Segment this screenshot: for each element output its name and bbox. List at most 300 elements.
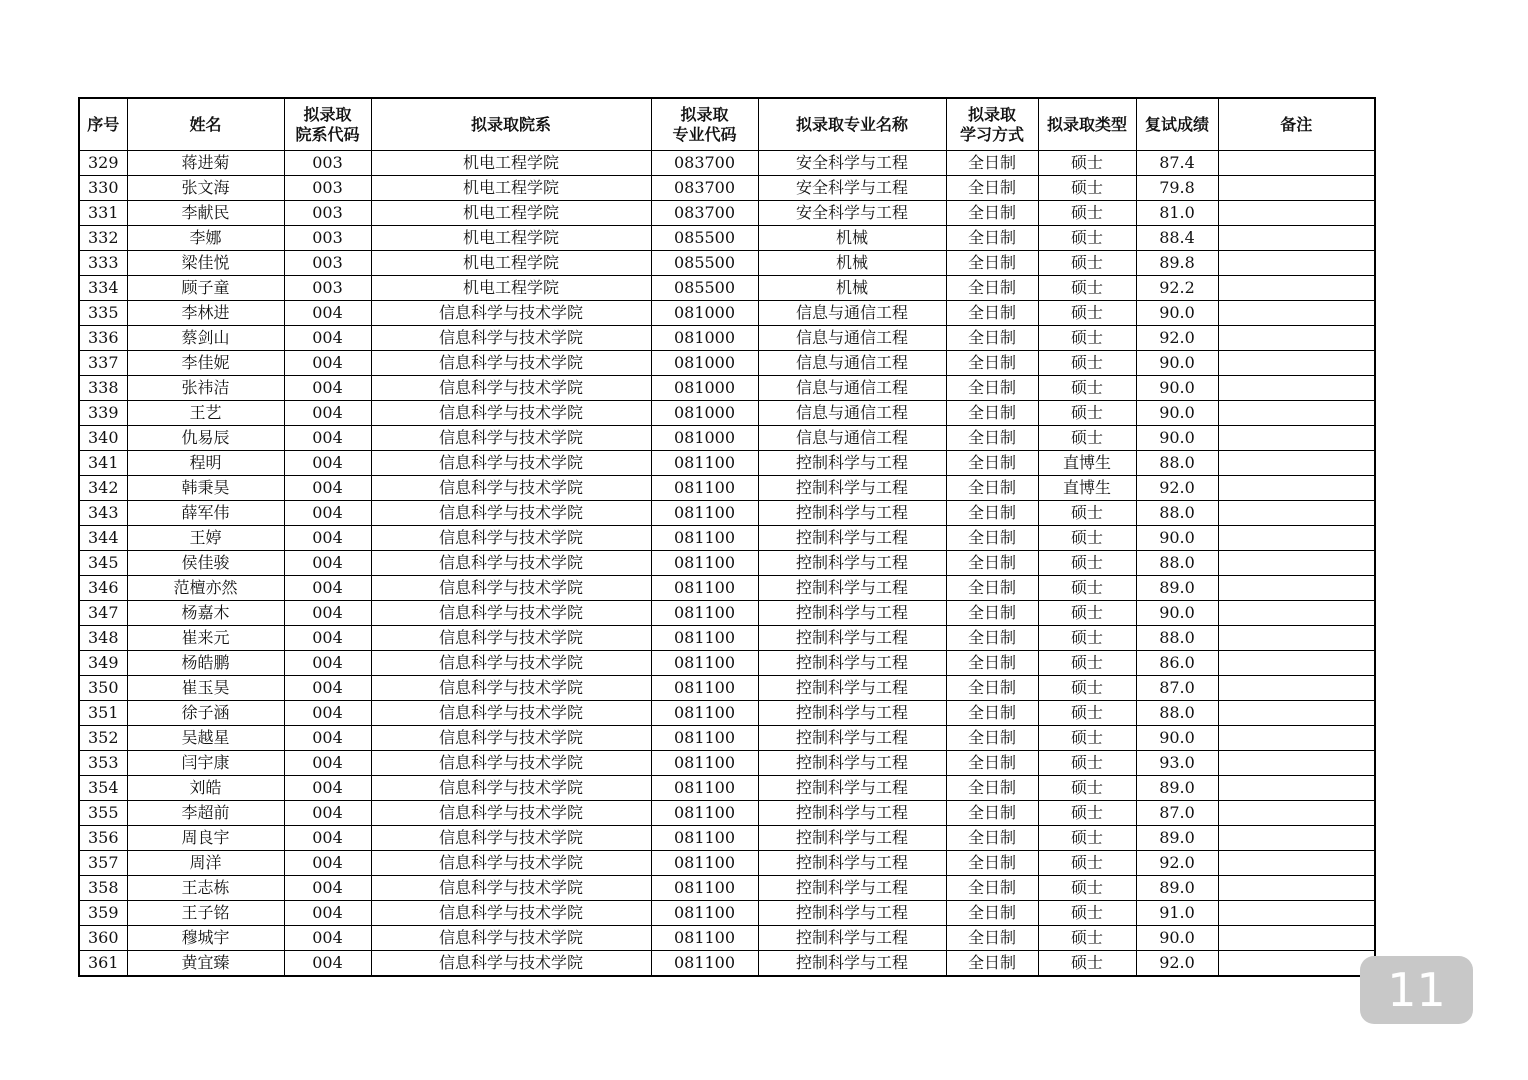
cell-department: 信息科学与技术学院 <box>371 951 651 977</box>
cell-serial-number: 329 <box>79 151 127 176</box>
cell-name: 李娜 <box>127 226 284 251</box>
cell-study-mode: 全日制 <box>946 701 1038 726</box>
cell-retest-score: 90.0 <box>1136 301 1218 326</box>
header-retest-score <box>1136 98 1218 151</box>
cell-serial-number: 344 <box>79 526 127 551</box>
cell-name: 闫宇康 <box>127 751 284 776</box>
cell-major-name: 控制科学与工程 <box>758 901 946 926</box>
cell-name: 周洋 <box>127 851 284 876</box>
cell-retest-score: 79.8 <box>1136 176 1218 201</box>
cell-department: 信息科学与技术学院 <box>371 801 651 826</box>
cell-remarks <box>1218 826 1375 851</box>
cell-major-name: 控制科学与工程 <box>758 651 946 676</box>
cell-retest-score: 88.0 <box>1136 701 1218 726</box>
cell-department-code: 004 <box>284 426 371 451</box>
cell-department-code: 003 <box>284 251 371 276</box>
cell-major-name: 机械 <box>758 226 946 251</box>
cell-serial-number: 351 <box>79 701 127 726</box>
cell-admission-type: 硕士 <box>1038 926 1136 951</box>
cell-admission-type: 硕士 <box>1038 351 1136 376</box>
cell-department: 信息科学与技术学院 <box>371 876 651 901</box>
cell-name: 梁佳悦 <box>127 251 284 276</box>
cell-department: 机电工程学院 <box>371 251 651 276</box>
cell-remarks <box>1218 801 1375 826</box>
cell-name: 李献民 <box>127 201 284 226</box>
cell-admission-type: 硕士 <box>1038 851 1136 876</box>
cell-study-mode: 全日制 <box>946 551 1038 576</box>
cell-retest-score: 87.0 <box>1136 676 1218 701</box>
cell-department-code: 004 <box>284 726 371 751</box>
cell-retest-score: 90.0 <box>1136 601 1218 626</box>
cell-admission-type: 硕士 <box>1038 801 1136 826</box>
cell-name: 黄宜臻 <box>127 951 284 977</box>
header-line: 拟录取 <box>303 104 352 124</box>
cell-remarks <box>1218 176 1375 201</box>
cell-admission-type: 硕士 <box>1038 551 1136 576</box>
cell-remarks <box>1218 751 1375 776</box>
cell-study-mode: 全日制 <box>946 226 1038 251</box>
cell-study-mode: 全日制 <box>946 176 1038 201</box>
cell-serial-number: 357 <box>79 851 127 876</box>
cell-department: 信息科学与技术学院 <box>371 351 651 376</box>
cell-study-mode: 全日制 <box>946 901 1038 926</box>
cell-retest-score: 88.0 <box>1136 501 1218 526</box>
cell-major-code: 081100 <box>651 676 758 701</box>
cell-major-name: 机械 <box>758 251 946 276</box>
cell-admission-type: 硕士 <box>1038 651 1136 676</box>
cell-remarks <box>1218 626 1375 651</box>
cell-name: 李超前 <box>127 801 284 826</box>
cell-major-name: 控制科学与工程 <box>758 451 946 476</box>
cell-name: 韩秉昊 <box>127 476 284 501</box>
header-line: 复试成绩 <box>1144 114 1209 134</box>
cell-study-mode: 全日制 <box>946 851 1038 876</box>
cell-department-code: 004 <box>284 626 371 651</box>
cell-department: 信息科学与技术学院 <box>371 701 651 726</box>
cell-admission-type: 硕士 <box>1038 226 1136 251</box>
cell-major-code: 081000 <box>651 301 758 326</box>
cell-name: 张文海 <box>127 176 284 201</box>
cell-study-mode: 全日制 <box>946 426 1038 451</box>
cell-study-mode: 全日制 <box>946 501 1038 526</box>
cell-study-mode: 全日制 <box>946 151 1038 176</box>
table-row <box>79 476 1375 501</box>
cell-major-name: 安全科学与工程 <box>758 201 946 226</box>
cell-remarks <box>1218 301 1375 326</box>
cell-retest-score: 92.2 <box>1136 276 1218 301</box>
cell-admission-type: 硕士 <box>1038 601 1136 626</box>
cell-study-mode: 全日制 <box>946 776 1038 801</box>
cell-serial-number: 347 <box>79 601 127 626</box>
cell-department-code: 004 <box>284 401 371 426</box>
header-department-code <box>284 98 371 151</box>
cell-serial-number: 334 <box>79 276 127 301</box>
cell-department: 信息科学与技术学院 <box>371 901 651 926</box>
cell-department: 信息科学与技术学院 <box>371 676 651 701</box>
cell-major-name: 控制科学与工程 <box>758 626 946 651</box>
header-major-code <box>651 98 758 151</box>
cell-major-code: 081100 <box>651 501 758 526</box>
table-row <box>79 601 1375 626</box>
cell-remarks <box>1218 901 1375 926</box>
cell-study-mode: 全日制 <box>946 276 1038 301</box>
cell-name: 程明 <box>127 451 284 476</box>
cell-major-code: 083700 <box>651 201 758 226</box>
cell-serial-number: 356 <box>79 826 127 851</box>
table-row <box>79 176 1375 201</box>
table-row <box>79 751 1375 776</box>
cell-department: 信息科学与技术学院 <box>371 526 651 551</box>
cell-admission-type: 硕士 <box>1038 726 1136 751</box>
cell-department-code: 003 <box>284 151 371 176</box>
cell-admission-type: 硕士 <box>1038 401 1136 426</box>
header-line: 专业代码 <box>672 124 737 144</box>
cell-study-mode: 全日制 <box>946 376 1038 401</box>
cell-serial-number: 349 <box>79 651 127 676</box>
cell-serial-number: 338 <box>79 376 127 401</box>
cell-name: 蒋进菊 <box>127 151 284 176</box>
cell-department-code: 004 <box>284 801 371 826</box>
cell-name: 侯佳骏 <box>127 551 284 576</box>
cell-serial-number: 358 <box>79 876 127 901</box>
cell-major-code: 081100 <box>651 901 758 926</box>
cell-admission-type: 硕士 <box>1038 376 1136 401</box>
cell-name: 徐子涵 <box>127 701 284 726</box>
cell-serial-number: 336 <box>79 326 127 351</box>
table-row <box>79 826 1375 851</box>
cell-major-code: 081100 <box>651 551 758 576</box>
cell-major-name: 控制科学与工程 <box>758 701 946 726</box>
cell-name: 顾子童 <box>127 276 284 301</box>
cell-major-name: 安全科学与工程 <box>758 176 946 201</box>
cell-department: 机电工程学院 <box>371 276 651 301</box>
table-row <box>79 576 1375 601</box>
cell-admission-type: 硕士 <box>1038 301 1136 326</box>
cell-retest-score: 89.8 <box>1136 251 1218 276</box>
table-row <box>79 701 1375 726</box>
cell-retest-score: 90.0 <box>1136 726 1218 751</box>
cell-remarks <box>1218 226 1375 251</box>
cell-name: 蔡剑山 <box>127 326 284 351</box>
cell-major-code: 081100 <box>651 826 758 851</box>
cell-remarks <box>1218 651 1375 676</box>
cell-serial-number: 332 <box>79 226 127 251</box>
cell-major-name: 控制科学与工程 <box>758 676 946 701</box>
header-line: 拟录取 <box>680 104 729 124</box>
cell-study-mode: 全日制 <box>946 751 1038 776</box>
table-body <box>79 151 1375 977</box>
table-row <box>79 951 1375 977</box>
cell-retest-score: 92.0 <box>1136 326 1218 351</box>
cell-department-code: 004 <box>284 376 371 401</box>
cell-retest-score: 86.0 <box>1136 651 1218 676</box>
cell-study-mode: 全日制 <box>946 726 1038 751</box>
cell-remarks <box>1218 601 1375 626</box>
cell-department-code: 004 <box>284 526 371 551</box>
cell-department-code: 004 <box>284 601 371 626</box>
cell-serial-number: 341 <box>79 451 127 476</box>
cell-serial-number: 333 <box>79 251 127 276</box>
cell-retest-score: 92.0 <box>1136 951 1218 977</box>
cell-department: 信息科学与技术学院 <box>371 476 651 501</box>
cell-department-code: 004 <box>284 876 371 901</box>
cell-major-name: 控制科学与工程 <box>758 751 946 776</box>
cell-department-code: 003 <box>284 276 371 301</box>
cell-major-code: 081100 <box>651 451 758 476</box>
cell-admission-type: 直博生 <box>1038 476 1136 501</box>
cell-department-code: 004 <box>284 501 371 526</box>
cell-remarks <box>1218 401 1375 426</box>
cell-major-code: 081000 <box>651 326 758 351</box>
header-line: 序号 <box>87 114 120 134</box>
cell-remarks <box>1218 676 1375 701</box>
cell-department-code: 003 <box>284 176 371 201</box>
cell-remarks <box>1218 726 1375 751</box>
table-row <box>79 801 1375 826</box>
cell-major-code: 083700 <box>651 151 758 176</box>
cell-major-code: 081100 <box>651 926 758 951</box>
cell-major-code: 081100 <box>651 851 758 876</box>
cell-department-code: 004 <box>284 901 371 926</box>
cell-major-code: 085500 <box>651 276 758 301</box>
cell-admission-type: 硕士 <box>1038 701 1136 726</box>
cell-study-mode: 全日制 <box>946 351 1038 376</box>
table-row <box>79 276 1375 301</box>
cell-major-code: 081000 <box>651 401 758 426</box>
cell-department-code: 004 <box>284 301 371 326</box>
table-row <box>79 726 1375 751</box>
cell-serial-number: 343 <box>79 501 127 526</box>
cell-remarks <box>1218 876 1375 901</box>
table-row <box>79 626 1375 651</box>
cell-admission-type: 硕士 <box>1038 501 1136 526</box>
cell-remarks <box>1218 276 1375 301</box>
cell-remarks <box>1218 551 1375 576</box>
cell-name: 王志栋 <box>127 876 284 901</box>
cell-serial-number: 352 <box>79 726 127 751</box>
cell-study-mode: 全日制 <box>946 651 1038 676</box>
table-row <box>79 401 1375 426</box>
cell-admission-type: 硕士 <box>1038 251 1136 276</box>
cell-admission-type: 硕士 <box>1038 276 1136 301</box>
cell-serial-number: 342 <box>79 476 127 501</box>
cell-remarks <box>1218 376 1375 401</box>
cell-major-code: 085500 <box>651 251 758 276</box>
header-line: 拟录取专业名称 <box>795 114 908 134</box>
cell-retest-score: 87.0 <box>1136 801 1218 826</box>
cell-admission-type: 硕士 <box>1038 151 1136 176</box>
cell-serial-number: 335 <box>79 301 127 326</box>
cell-admission-type: 硕士 <box>1038 901 1136 926</box>
cell-admission-type: 直博生 <box>1038 451 1136 476</box>
table-row <box>79 151 1375 176</box>
table-row <box>79 226 1375 251</box>
cell-admission-type: 硕士 <box>1038 201 1136 226</box>
cell-remarks <box>1218 701 1375 726</box>
cell-department: 信息科学与技术学院 <box>371 726 651 751</box>
cell-serial-number: 346 <box>79 576 127 601</box>
cell-name: 崔来元 <box>127 626 284 651</box>
cell-major-name: 控制科学与工程 <box>758 501 946 526</box>
header-department <box>371 98 651 151</box>
cell-major-name: 信息与通信工程 <box>758 401 946 426</box>
cell-department: 机电工程学院 <box>371 176 651 201</box>
cell-department: 信息科学与技术学院 <box>371 626 651 651</box>
cell-department: 信息科学与技术学院 <box>371 651 651 676</box>
cell-name: 李佳妮 <box>127 351 284 376</box>
cell-department: 信息科学与技术学院 <box>371 851 651 876</box>
cell-major-code: 081100 <box>651 651 758 676</box>
cell-study-mode: 全日制 <box>946 451 1038 476</box>
cell-department: 信息科学与技术学院 <box>371 401 651 426</box>
cell-name: 杨皓鹏 <box>127 651 284 676</box>
cell-study-mode: 全日制 <box>946 576 1038 601</box>
cell-serial-number: 339 <box>79 401 127 426</box>
cell-study-mode: 全日制 <box>946 801 1038 826</box>
cell-study-mode: 全日制 <box>946 626 1038 651</box>
table-row <box>79 301 1375 326</box>
cell-admission-type: 硕士 <box>1038 576 1136 601</box>
cell-major-name: 信息与通信工程 <box>758 426 946 451</box>
table-row <box>79 901 1375 926</box>
header-line: 拟录取 <box>967 104 1016 124</box>
page-number-badge: 11 <box>1360 956 1473 1024</box>
cell-major-code: 083700 <box>651 176 758 201</box>
cell-department-code: 004 <box>284 576 371 601</box>
cell-admission-type: 硕士 <box>1038 826 1136 851</box>
cell-department: 信息科学与技术学院 <box>371 376 651 401</box>
cell-remarks <box>1218 951 1375 977</box>
cell-retest-score: 88.4 <box>1136 226 1218 251</box>
cell-name: 范檀亦然 <box>127 576 284 601</box>
cell-name: 崔玉昊 <box>127 676 284 701</box>
cell-department: 机电工程学院 <box>371 226 651 251</box>
cell-admission-type: 硕士 <box>1038 626 1136 651</box>
cell-department: 信息科学与技术学院 <box>371 451 651 476</box>
cell-retest-score: 90.0 <box>1136 351 1218 376</box>
cell-major-name: 控制科学与工程 <box>758 851 946 876</box>
cell-remarks <box>1218 576 1375 601</box>
table-row <box>79 451 1375 476</box>
cell-serial-number: 350 <box>79 676 127 701</box>
cell-major-code: 081100 <box>651 701 758 726</box>
cell-major-name: 控制科学与工程 <box>758 576 946 601</box>
cell-retest-score: 92.0 <box>1136 851 1218 876</box>
cell-department: 信息科学与技术学院 <box>371 501 651 526</box>
table-row <box>79 676 1375 701</box>
cell-admission-type: 硕士 <box>1038 751 1136 776</box>
cell-study-mode: 全日制 <box>946 676 1038 701</box>
cell-admission-type: 硕士 <box>1038 326 1136 351</box>
cell-study-mode: 全日制 <box>946 401 1038 426</box>
cell-major-code: 081100 <box>651 626 758 651</box>
header-remarks <box>1218 98 1375 151</box>
cell-serial-number: 337 <box>79 351 127 376</box>
cell-name: 王子铭 <box>127 901 284 926</box>
cell-remarks <box>1218 151 1375 176</box>
table-row <box>79 351 1375 376</box>
cell-retest-score: 89.0 <box>1136 876 1218 901</box>
cell-study-mode: 全日制 <box>946 326 1038 351</box>
cell-study-mode: 全日制 <box>946 301 1038 326</box>
cell-retest-score: 90.0 <box>1136 526 1218 551</box>
header-line: 备注 <box>1280 114 1313 134</box>
cell-remarks <box>1218 926 1375 951</box>
cell-major-name: 控制科学与工程 <box>758 876 946 901</box>
cell-major-name: 安全科学与工程 <box>758 151 946 176</box>
cell-retest-score: 81.0 <box>1136 201 1218 226</box>
cell-major-code: 081000 <box>651 376 758 401</box>
cell-major-name: 控制科学与工程 <box>758 826 946 851</box>
cell-admission-type: 硕士 <box>1038 676 1136 701</box>
header-line: 学习方式 <box>959 124 1024 144</box>
cell-department-code: 004 <box>284 676 371 701</box>
cell-name: 王婷 <box>127 526 284 551</box>
cell-study-mode: 全日制 <box>946 251 1038 276</box>
cell-admission-type: 硕士 <box>1038 951 1136 977</box>
table-row <box>79 201 1375 226</box>
table-row <box>79 326 1375 351</box>
cell-name: 张祎洁 <box>127 376 284 401</box>
cell-study-mode: 全日制 <box>946 476 1038 501</box>
cell-major-code: 081100 <box>651 951 758 977</box>
cell-department: 信息科学与技术学院 <box>371 576 651 601</box>
cell-major-code: 081100 <box>651 476 758 501</box>
cell-serial-number: 354 <box>79 776 127 801</box>
cell-major-code: 081100 <box>651 526 758 551</box>
table-row <box>79 551 1375 576</box>
cell-remarks <box>1218 251 1375 276</box>
cell-department-code: 004 <box>284 851 371 876</box>
cell-major-name: 信息与通信工程 <box>758 301 946 326</box>
cell-major-code: 081000 <box>651 426 758 451</box>
cell-remarks <box>1218 526 1375 551</box>
cell-department-code: 004 <box>284 326 371 351</box>
cell-major-code: 081100 <box>651 601 758 626</box>
cell-study-mode: 全日制 <box>946 876 1038 901</box>
cell-department-code: 004 <box>284 476 371 501</box>
cell-department: 信息科学与技术学院 <box>371 776 651 801</box>
cell-department-code: 004 <box>284 826 371 851</box>
table-row <box>79 876 1375 901</box>
cell-major-name: 控制科学与工程 <box>758 801 946 826</box>
cell-retest-score: 90.0 <box>1136 926 1218 951</box>
cell-department: 信息科学与技术学院 <box>371 301 651 326</box>
cell-admission-type: 硕士 <box>1038 426 1136 451</box>
cell-retest-score: 88.0 <box>1136 551 1218 576</box>
table-row <box>79 426 1375 451</box>
cell-major-name: 控制科学与工程 <box>758 726 946 751</box>
table-row <box>79 651 1375 676</box>
cell-retest-score: 90.0 <box>1136 401 1218 426</box>
cell-serial-number: 348 <box>79 626 127 651</box>
cell-name: 王艺 <box>127 401 284 426</box>
cell-major-name: 控制科学与工程 <box>758 951 946 977</box>
cell-retest-score: 88.0 <box>1136 451 1218 476</box>
cell-study-mode: 全日制 <box>946 526 1038 551</box>
cell-department-code: 004 <box>284 651 371 676</box>
cell-retest-score: 89.0 <box>1136 826 1218 851</box>
header-line: 拟录取院系 <box>470 114 551 134</box>
cell-major-name: 控制科学与工程 <box>758 526 946 551</box>
cell-major-code: 085500 <box>651 226 758 251</box>
cell-serial-number: 360 <box>79 926 127 951</box>
cell-department-code: 003 <box>284 226 371 251</box>
cell-major-name: 控制科学与工程 <box>758 601 946 626</box>
cell-remarks <box>1218 451 1375 476</box>
cell-department: 信息科学与技术学院 <box>371 601 651 626</box>
cell-remarks <box>1218 851 1375 876</box>
